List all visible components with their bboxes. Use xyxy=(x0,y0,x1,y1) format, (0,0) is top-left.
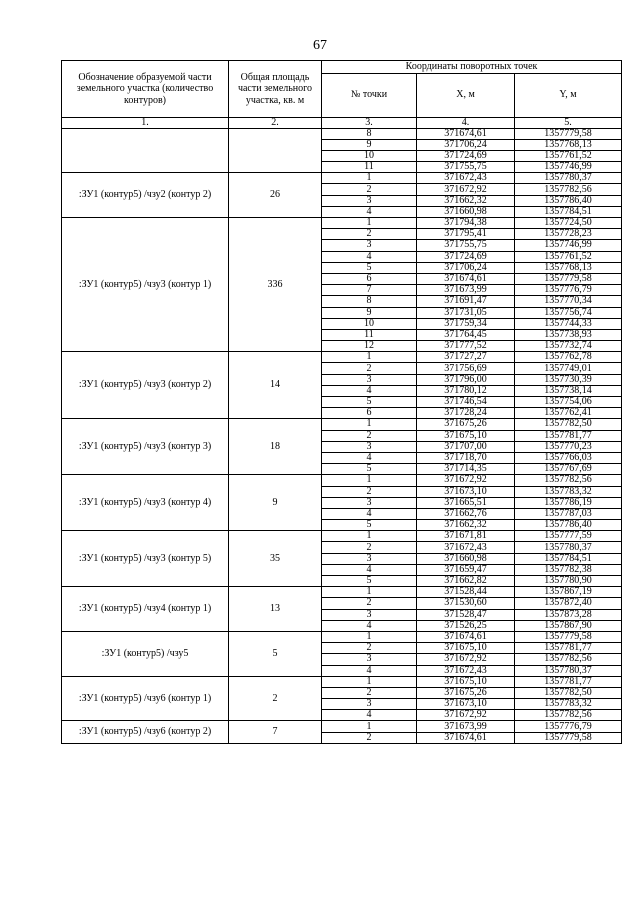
y-coordinate-cell: 1357779,58 xyxy=(515,732,622,743)
x-coordinate-cell: 371675,10 xyxy=(417,676,515,687)
y-coordinate-cell: 1357872,40 xyxy=(515,598,622,609)
x-coordinate-cell: 371673,99 xyxy=(417,721,515,732)
point-number-cell: 4 xyxy=(322,508,417,519)
x-coordinate-cell: 371672,92 xyxy=(417,654,515,665)
y-coordinate-cell: 1357770,34 xyxy=(515,296,622,307)
x-coordinate-cell: 371672,43 xyxy=(417,542,515,553)
x-coordinate-cell: 371780,12 xyxy=(417,385,515,396)
y-coordinate-cell: 1357867,90 xyxy=(515,620,622,631)
area-cell: 14 xyxy=(229,352,322,419)
point-number-cell: 10 xyxy=(322,150,417,161)
designation-cell: :ЗУ1 (контур5) /чзу3 (контур 1) xyxy=(62,218,229,352)
x-coordinate-cell: 371662,76 xyxy=(417,508,515,519)
x-coordinate-cell: 371659,47 xyxy=(417,564,515,575)
x-coordinate-cell: 371691,47 xyxy=(417,296,515,307)
x-coordinate-cell: 371718,70 xyxy=(417,452,515,463)
x-coordinate-cell: 371672,43 xyxy=(417,665,515,676)
x-coordinate-cell: 371672,92 xyxy=(417,475,515,486)
point-number-cell: 3 xyxy=(322,195,417,206)
y-coordinate-cell: 1357782,38 xyxy=(515,564,622,575)
x-coordinate-cell: 371706,24 xyxy=(417,262,515,273)
point-number-cell: 5 xyxy=(322,520,417,531)
column-number: 2. xyxy=(229,117,322,128)
column-number: 1. xyxy=(62,117,229,128)
y-coordinate-cell: 1357779,58 xyxy=(515,128,622,139)
y-coordinate-cell: 1357754,06 xyxy=(515,397,622,408)
point-number-cell: 5 xyxy=(322,262,417,273)
y-coordinate-cell: 1357786,19 xyxy=(515,497,622,508)
point-number-cell: 2 xyxy=(322,363,417,374)
y-coordinate-cell: 1357787,03 xyxy=(515,508,622,519)
y-coordinate-cell: 1357776,79 xyxy=(515,285,622,296)
point-number-cell: 7 xyxy=(322,285,417,296)
column-number: 5. xyxy=(515,117,622,128)
x-coordinate-cell: 371673,99 xyxy=(417,285,515,296)
x-coordinate-cell: 371728,24 xyxy=(417,408,515,419)
y-coordinate-cell: 1357780,90 xyxy=(515,576,622,587)
point-number-cell: 4 xyxy=(322,206,417,217)
designation-cell: :ЗУ1 (контур5) /чзу4 (контур 1) xyxy=(62,587,229,632)
x-coordinate-cell: 371675,26 xyxy=(417,687,515,698)
y-coordinate-cell: 1357738,14 xyxy=(515,385,622,396)
point-number-cell: 1 xyxy=(322,475,417,486)
table-row xyxy=(62,419,622,430)
point-number-cell: 12 xyxy=(322,341,417,352)
y-coordinate-cell: 1357781,77 xyxy=(515,676,622,687)
x-coordinate-cell: 371724,69 xyxy=(417,150,515,161)
x-coordinate-cell: 371755,75 xyxy=(417,162,515,173)
x-coordinate-cell: 371665,51 xyxy=(417,497,515,508)
point-number-cell: 5 xyxy=(322,576,417,587)
y-coordinate-cell: 1357746,99 xyxy=(515,162,622,173)
designation-cell: :ЗУ1 (контур5) /чзу6 (контур 2) xyxy=(62,721,229,743)
table-body xyxy=(62,128,622,743)
x-coordinate-cell: 371777,52 xyxy=(417,341,515,352)
point-number-cell: 4 xyxy=(322,385,417,396)
point-number-cell: 2 xyxy=(322,229,417,240)
header-x: X, м xyxy=(417,73,515,117)
y-coordinate-cell: 1357782,56 xyxy=(515,654,622,665)
x-coordinate-cell: 371724,69 xyxy=(417,251,515,262)
point-number-cell: 2 xyxy=(322,542,417,553)
point-number-cell: 1 xyxy=(322,631,417,642)
header-area: Общая площадь части земельного участка, кв. м xyxy=(229,61,322,118)
y-coordinate-cell: 1357744,33 xyxy=(515,318,622,329)
x-coordinate-cell: 371662,32 xyxy=(417,195,515,206)
y-coordinate-cell: 1357779,58 xyxy=(515,273,622,284)
y-coordinate-cell: 1357783,32 xyxy=(515,486,622,497)
y-coordinate-cell: 1357767,69 xyxy=(515,464,622,475)
area-cell: 18 xyxy=(229,419,322,475)
point-number-cell: 6 xyxy=(322,408,417,419)
x-coordinate-cell: 371673,10 xyxy=(417,699,515,710)
point-number-cell: 4 xyxy=(322,251,417,262)
x-coordinate-cell: 371672,92 xyxy=(417,710,515,721)
y-coordinate-cell: 1357786,40 xyxy=(515,195,622,206)
point-number-cell: 9 xyxy=(322,139,417,150)
y-coordinate-cell: 1357781,77 xyxy=(515,643,622,654)
y-coordinate-cell: 1357782,50 xyxy=(515,687,622,698)
x-coordinate-cell: 371662,82 xyxy=(417,576,515,587)
point-number-cell: 11 xyxy=(322,329,417,340)
x-coordinate-cell: 371759,34 xyxy=(417,318,515,329)
area-cell: 5 xyxy=(229,631,322,676)
area-cell: 9 xyxy=(229,475,322,531)
y-coordinate-cell: 1357762,78 xyxy=(515,352,622,363)
point-number-cell: 3 xyxy=(322,654,417,665)
y-coordinate-cell: 1357749,01 xyxy=(515,363,622,374)
point-number-cell: 3 xyxy=(322,497,417,508)
designation-cell: :ЗУ1 (контур5) /чзу3 (контур 4) xyxy=(62,475,229,531)
designation-cell: :ЗУ1 (контур5) /чзу3 (контур 5) xyxy=(62,531,229,587)
y-coordinate-cell: 1357786,40 xyxy=(515,520,622,531)
y-coordinate-cell: 1357873,28 xyxy=(515,609,622,620)
point-number-cell: 2 xyxy=(322,486,417,497)
area-cell: 7 xyxy=(229,721,322,743)
coordinates-table xyxy=(61,60,622,744)
y-coordinate-cell: 1357768,13 xyxy=(515,262,622,273)
x-coordinate-cell: 371528,44 xyxy=(417,587,515,598)
y-coordinate-cell: 1357780,37 xyxy=(515,173,622,184)
x-coordinate-cell: 371756,69 xyxy=(417,363,515,374)
area-cell xyxy=(229,128,322,173)
point-number-cell: 11 xyxy=(322,162,417,173)
table-row xyxy=(62,218,622,229)
point-number-cell: 1 xyxy=(322,218,417,229)
point-number-cell: 8 xyxy=(322,296,417,307)
area-cell: 26 xyxy=(229,173,322,218)
point-number-cell: 2 xyxy=(322,687,417,698)
header-y: Y, м xyxy=(515,73,622,117)
point-number-cell: 1 xyxy=(322,531,417,542)
x-coordinate-cell: 371674,61 xyxy=(417,631,515,642)
x-coordinate-cell: 371675,26 xyxy=(417,419,515,430)
point-number-cell: 3 xyxy=(322,553,417,564)
point-number-cell: 6 xyxy=(322,273,417,284)
point-number-cell: 5 xyxy=(322,464,417,475)
y-coordinate-cell: 1357738,93 xyxy=(515,329,622,340)
y-coordinate-cell: 1357784,51 xyxy=(515,206,622,217)
point-number-cell: 3 xyxy=(322,441,417,452)
area-cell: 336 xyxy=(229,218,322,352)
x-coordinate-cell: 371660,98 xyxy=(417,553,515,564)
y-coordinate-cell: 1357782,56 xyxy=(515,184,622,195)
point-number-cell: 4 xyxy=(322,710,417,721)
y-coordinate-cell: 1357768,13 xyxy=(515,139,622,150)
designation-cell: :ЗУ1 (контур5) /чзу3 (контур 2) xyxy=(62,352,229,419)
x-coordinate-cell: 371755,75 xyxy=(417,240,515,251)
point-number-cell: 2 xyxy=(322,732,417,743)
point-number-cell: 8 xyxy=(322,128,417,139)
y-coordinate-cell: 1357761,52 xyxy=(515,251,622,262)
y-coordinate-cell: 1357783,32 xyxy=(515,699,622,710)
area-cell: 35 xyxy=(229,531,322,587)
point-number-cell: 1 xyxy=(322,352,417,363)
table-row xyxy=(62,676,622,687)
x-coordinate-cell: 371714,35 xyxy=(417,464,515,475)
y-coordinate-cell: 1357782,56 xyxy=(515,710,622,721)
point-number-cell: 3 xyxy=(322,240,417,251)
point-number-cell: 1 xyxy=(322,173,417,184)
x-coordinate-cell: 371528,47 xyxy=(417,609,515,620)
x-coordinate-cell: 371671,81 xyxy=(417,531,515,542)
x-coordinate-cell: 371706,24 xyxy=(417,139,515,150)
table-row xyxy=(62,587,622,598)
designation-cell xyxy=(62,128,229,173)
point-number-cell: 1 xyxy=(322,676,417,687)
area-cell: 13 xyxy=(229,587,322,632)
table-row xyxy=(62,475,622,486)
y-coordinate-cell: 1357746,99 xyxy=(515,240,622,251)
y-coordinate-cell: 1357777,59 xyxy=(515,531,622,542)
x-coordinate-cell: 371746,54 xyxy=(417,397,515,408)
x-coordinate-cell: 371764,45 xyxy=(417,329,515,340)
x-coordinate-cell: 371707,00 xyxy=(417,441,515,452)
y-coordinate-cell: 1357782,56 xyxy=(515,475,622,486)
point-number-cell: 4 xyxy=(322,564,417,575)
x-coordinate-cell: 371795,41 xyxy=(417,229,515,240)
y-coordinate-cell: 1357762,41 xyxy=(515,408,622,419)
table-row xyxy=(62,128,622,139)
y-coordinate-cell: 1357780,37 xyxy=(515,542,622,553)
point-number-cell: 3 xyxy=(322,699,417,710)
point-number-cell: 3 xyxy=(322,374,417,385)
y-coordinate-cell: 1357766,03 xyxy=(515,452,622,463)
y-coordinate-cell: 1357776,79 xyxy=(515,721,622,732)
point-number-cell: 4 xyxy=(322,665,417,676)
y-coordinate-cell: 1357867,19 xyxy=(515,587,622,598)
y-coordinate-cell: 1357781,77 xyxy=(515,430,622,441)
x-coordinate-cell: 371796,00 xyxy=(417,374,515,385)
x-coordinate-cell: 371675,10 xyxy=(417,430,515,441)
x-coordinate-cell: 371526,25 xyxy=(417,620,515,631)
point-number-cell: 2 xyxy=(322,430,417,441)
table-row xyxy=(62,352,622,363)
x-coordinate-cell: 371727,27 xyxy=(417,352,515,363)
x-coordinate-cell: 371672,92 xyxy=(417,184,515,195)
y-coordinate-cell: 1357730,39 xyxy=(515,374,622,385)
designation-cell: :ЗУ1 (контур5) /чзу6 (контур 1) xyxy=(62,676,229,721)
point-number-cell: 1 xyxy=(322,419,417,430)
point-number-cell: 2 xyxy=(322,184,417,195)
point-number-cell: 4 xyxy=(322,620,417,631)
header-coordinates: Координаты поворотных точек xyxy=(322,61,622,74)
page-number: 67 xyxy=(313,38,327,53)
column-number: 3. xyxy=(322,117,417,128)
y-coordinate-cell: 1357756,74 xyxy=(515,307,622,318)
x-coordinate-cell: 371794,38 xyxy=(417,218,515,229)
column-number: 4. xyxy=(417,117,515,128)
point-number-cell: 2 xyxy=(322,598,417,609)
x-coordinate-cell: 371530,60 xyxy=(417,598,515,609)
designation-cell: :ЗУ1 (контур5) /чзу5 xyxy=(62,631,229,676)
table-row xyxy=(62,721,622,732)
y-coordinate-cell: 1357761,52 xyxy=(515,150,622,161)
x-coordinate-cell: 371731,05 xyxy=(417,307,515,318)
x-coordinate-cell: 371660,98 xyxy=(417,206,515,217)
y-coordinate-cell: 1357780,37 xyxy=(515,665,622,676)
table-row xyxy=(62,531,622,542)
point-number-cell: 1 xyxy=(322,721,417,732)
x-coordinate-cell: 371662,32 xyxy=(417,520,515,531)
point-number-cell: 5 xyxy=(322,397,417,408)
y-coordinate-cell: 1357782,50 xyxy=(515,419,622,430)
point-number-cell: 10 xyxy=(322,318,417,329)
y-coordinate-cell: 1357728,23 xyxy=(515,229,622,240)
x-coordinate-cell: 371672,43 xyxy=(417,173,515,184)
point-number-cell: 9 xyxy=(322,307,417,318)
header-designation: Обозначение образуемой части земельного участка (количество контуров) xyxy=(62,61,229,118)
x-coordinate-cell: 371673,10 xyxy=(417,486,515,497)
table-row xyxy=(62,173,622,184)
table-row xyxy=(62,631,622,642)
x-coordinate-cell: 371675,10 xyxy=(417,643,515,654)
point-number-cell: 3 xyxy=(322,609,417,620)
x-coordinate-cell: 371674,61 xyxy=(417,128,515,139)
point-number-cell: 1 xyxy=(322,587,417,598)
header-point-no: № точки xyxy=(322,73,417,117)
designation-cell: :ЗУ1 (контур5) /чзу3 (контур 3) xyxy=(62,419,229,475)
y-coordinate-cell: 1357784,51 xyxy=(515,553,622,564)
x-coordinate-cell: 371674,61 xyxy=(417,732,515,743)
x-coordinate-cell: 371674,61 xyxy=(417,273,515,284)
designation-cell: :ЗУ1 (контур5) /чзу2 (контур 2) xyxy=(62,173,229,218)
y-coordinate-cell: 1357779,58 xyxy=(515,631,622,642)
point-number-cell: 4 xyxy=(322,452,417,463)
point-number-cell: 2 xyxy=(322,643,417,654)
y-coordinate-cell: 1357724,50 xyxy=(515,218,622,229)
area-cell: 2 xyxy=(229,676,322,721)
y-coordinate-cell: 1357770,23 xyxy=(515,441,622,452)
y-coordinate-cell: 1357732,74 xyxy=(515,341,622,352)
